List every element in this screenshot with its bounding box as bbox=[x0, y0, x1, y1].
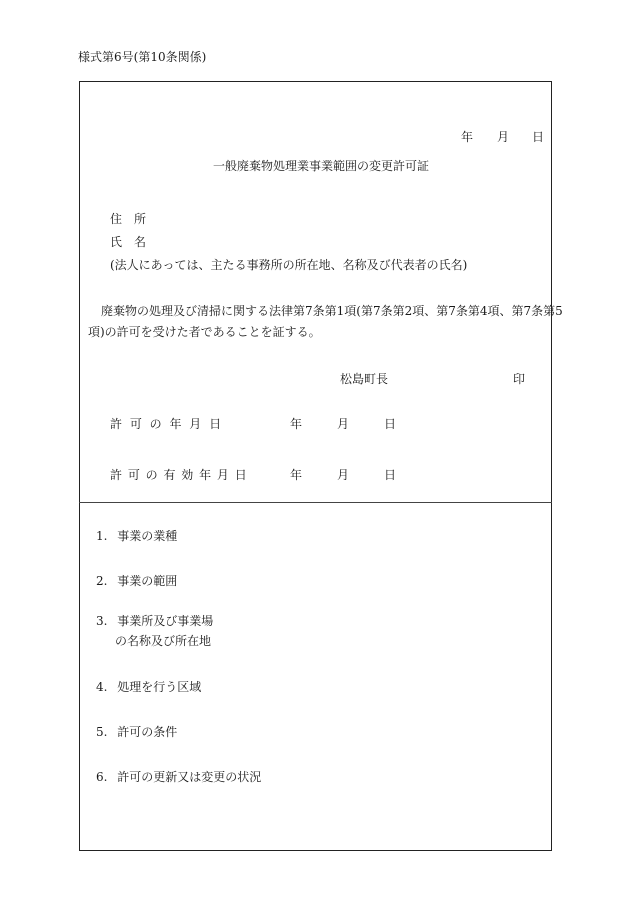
form-number: 様式第6号(第10条関係) bbox=[78, 50, 207, 64]
date-day-label: 日 bbox=[532, 130, 545, 144]
validity-day-label: 日 bbox=[384, 468, 397, 482]
validity-month-label: 月 bbox=[337, 468, 350, 482]
certification-line-1: 廃棄物の処理及び清掃に関する法律第7条第1項(第7条第2項、第7条第4項、第7条第5 bbox=[101, 304, 563, 318]
list-item bbox=[96, 723, 177, 740]
list-item bbox=[96, 612, 213, 629]
item-number: 5. bbox=[96, 725, 108, 739]
address-label: 住 所 bbox=[110, 212, 147, 226]
permit-date-label: 許 可 の 年 月 日 bbox=[110, 417, 222, 431]
corporate-note: (法人にあっては、主たる事務所の所在地、名称及び代表者の氏名) bbox=[110, 258, 468, 272]
list-item bbox=[96, 678, 201, 695]
list-item bbox=[96, 527, 177, 544]
item-number: 2. bbox=[96, 574, 108, 588]
list-item bbox=[96, 768, 261, 785]
item-label: 事業所及び事業場 bbox=[117, 614, 214, 628]
item-label: 事業の範囲 bbox=[117, 574, 178, 588]
permit-month-label: 月 bbox=[337, 417, 350, 431]
item-number: 6. bbox=[96, 770, 108, 784]
item-number: 4. bbox=[96, 680, 108, 694]
item-number: 1. bbox=[96, 529, 108, 543]
document-title: 一般廃棄物処理業事業範囲の変更許可証 bbox=[213, 159, 430, 173]
item-label: 事業の業種 bbox=[117, 529, 178, 543]
item-label: 許可の条件 bbox=[117, 725, 178, 739]
name-label: 氏 名 bbox=[110, 235, 147, 249]
list-item bbox=[96, 572, 177, 589]
permit-day-label: 日 bbox=[384, 417, 397, 431]
validity-date-label: 許 可 の 有 効 年 月 日 bbox=[110, 468, 247, 482]
date-year-label: 年 bbox=[461, 130, 474, 144]
permit-year-label: 年 bbox=[290, 417, 303, 431]
item-label-continuation: の名称及び所在地 bbox=[115, 634, 212, 648]
item-label: 許可の更新又は変更の状況 bbox=[117, 770, 262, 784]
section-divider bbox=[79, 502, 552, 503]
date-month-label: 月 bbox=[497, 130, 510, 144]
item-label: 処理を行う区域 bbox=[117, 680, 202, 694]
issuer-title: 松島町長 bbox=[340, 372, 389, 386]
certification-line-2: 項)の許可を受けた者であることを証する。 bbox=[88, 325, 321, 339]
seal-mark: 印 bbox=[513, 372, 526, 386]
validity-year-label: 年 bbox=[290, 468, 303, 482]
item-number: 3. bbox=[96, 614, 108, 628]
